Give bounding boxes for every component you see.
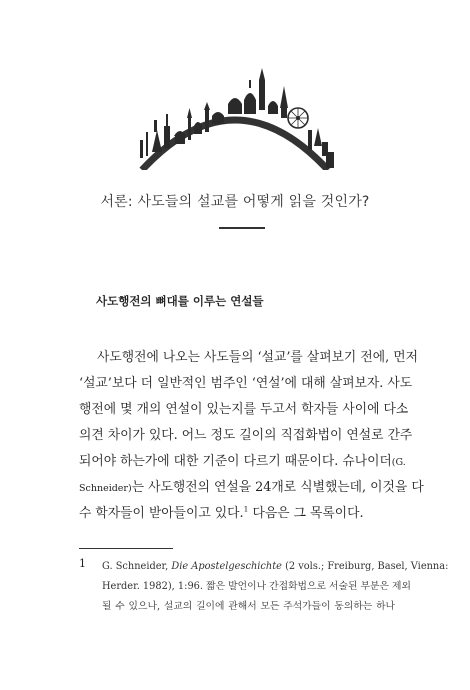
footnote-text: (2 vols.; Freiburg, Basel, Vienna: [281,561,449,572]
body-line: 사도행전에 나오는 사도들의 ‘설교’를 살펴보기 전에, 먼저 [97,350,418,365]
footnote-text: G. Schneider, [102,561,172,572]
footnote-reference[interactable]: 1 [243,504,249,514]
body-text-span: 는 사도행전의 연설을 24개로 식별했는데, 이것을 다 [131,480,424,495]
book-title: Die Apostelgeschichte [171,561,282,572]
footnote-line: Herder. 1982), 1:96. 짧은 발언이나 간접화법으로 서술된 부분은 제외 [102,581,411,592]
footnote-line [102,557,449,577]
title-rule [219,227,265,229]
body-line: 행전에 몇 개의 연설이 있는지를 두고서 학자들 사이에 다소 [79,402,409,417]
body-line [79,475,424,501]
footnote-number: 1 [79,557,86,570]
body-line: 의견 차이가 있다. 어느 정도 길이의 직접화법이 연설로 간주 [79,428,413,443]
footnote [79,557,449,617]
section-heading: 사도행전의 뼈대를 이루는 연설들 [96,294,264,308]
globe-inner [150,126,320,170]
footnote-rule [79,548,173,549]
world-landmarks-emblem [130,60,340,170]
body-line: ‘설교’보다 더 일반적인 범주인 ‘연설’에 대해 살펴보자. 사도 [79,376,413,391]
body-paragraph [79,345,424,527]
footnote-line: 될 수 있으나, 설교의 길이에 관해서 모든 주석가들이 동의하는 하나 [102,601,395,612]
body-line [79,501,395,527]
author-name-latin: (G. [391,457,406,468]
body-text-span: 다음은 그 목록이다. [248,506,364,521]
body-text-span: 수 학자들이 받아들이고 있다. [79,506,244,521]
chapter-title: 서론: 사도들의 설교를 어떻게 읽을 것인가? [100,194,370,210]
body-line [79,449,406,475]
body-text-span: 되어야 하는가에 대한 기준이 다르기 때문이다. 슈나이더 [79,454,392,469]
author-name-latin: Schneider) [79,483,132,494]
